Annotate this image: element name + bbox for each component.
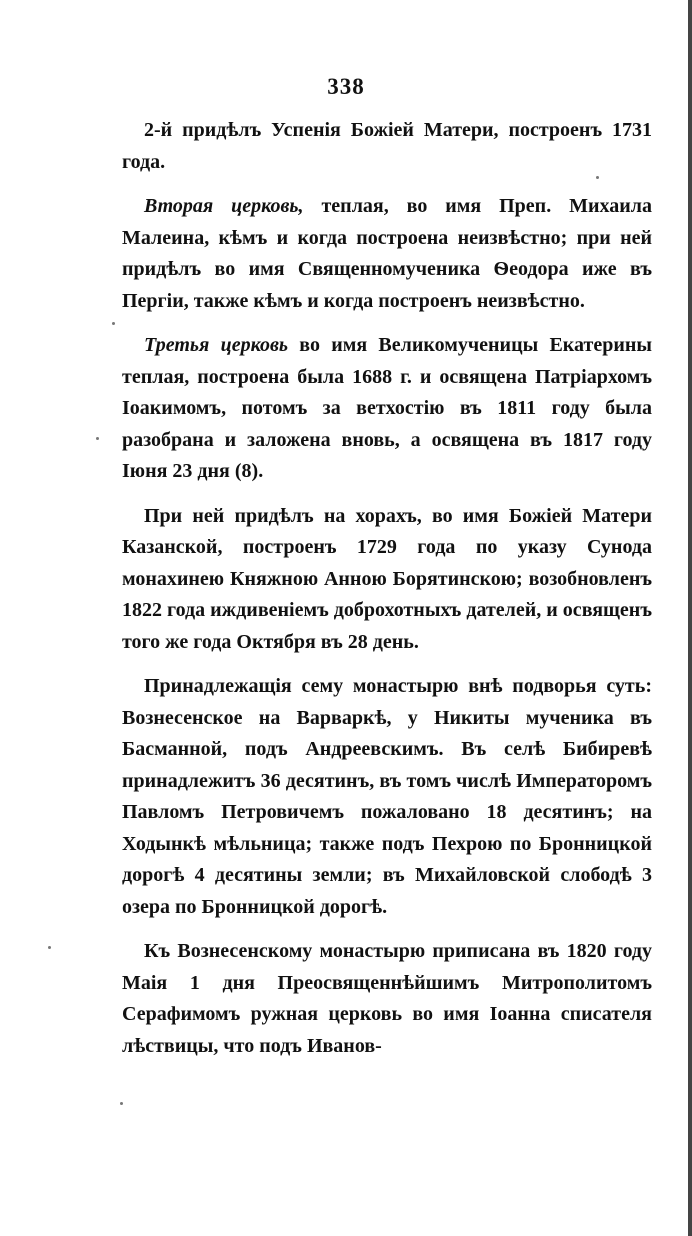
paragraph-lead: Вторая церковь, [144,195,304,217]
paragraph-text: 2-й придѣлъ Успенія Божіей Матери, построенъ 1731 года. [122,119,652,173]
scan-speck [112,322,115,325]
paragraph [122,115,652,178]
page-number: 338 [327,74,365,99]
body-text [122,115,652,1075]
paragraph [122,501,652,659]
paragraph [122,191,652,317]
paragraph [122,671,652,923]
page-edge [688,0,692,1236]
scan-speck [120,1102,123,1105]
paragraph [122,936,652,1062]
scan-speck [596,176,599,179]
paragraph [122,330,652,488]
paragraph-text: во имя Великомученицы Екатерины теплая, построена была 1688 г. и освящена Патріархомъ Іоакимомъ, потомъ за ветхостію въ 1811 году была разобрана и заложена вновь, а освящена въ 1817 году Іюня 23 дня (8). [122,334,652,482]
paragraph-text: теплая, во имя Преп. Михаила Малеина, кѣмъ и когда построена неизвѣстно; при ней придѣлъ во имя Священномученика Ѳеодора иже въ Пергіи, также кѣмъ и когда построенъ неизвѣстно. [122,195,653,312]
paragraph-text: Принадлежащія сему монастырю внѣ подворья суть: Вознесенское на Варваркѣ, у Никиты мученика въ Басманной, подъ Андреевскимъ. Въ селѣ Бибиревѣ принадлежитъ 36 десятинъ, въ томъ числѣ Императоромъ Павломъ Петровичемъ пожаловано 18 десятинъ; на Ходынкѣ мѣльница; также подъ Пехрою по Бронницкой дорогѣ 4 десятины земли; въ Михайловской слободѣ 3 озера по Бронницкой дорогѣ. [122,675,652,918]
paragraph-lead: Третья церковь [144,334,289,356]
paragraph-text: При ней придѣлъ на хорахъ, во имя Божіей Матери Казанской, построенъ 1729 года по указу Сунода монахинею Княжною Анною Борятинскою; возобновленъ 1822 года иждивеніемъ доброхотныхъ дателей, и освященъ того же года Октября въ 28 день. [122,504,652,653]
scan-speck [48,946,51,949]
scan-speck [96,437,99,440]
paragraph-text: Къ Вознесенскому монастырю приписана въ 1820 году Маія 1 дня Преосвященнѣйшимъ Митрополитомъ Серафимомъ ружная церковь во имя Іоанна списателя лѣствицы, что подъ Иванов- [122,940,652,1057]
